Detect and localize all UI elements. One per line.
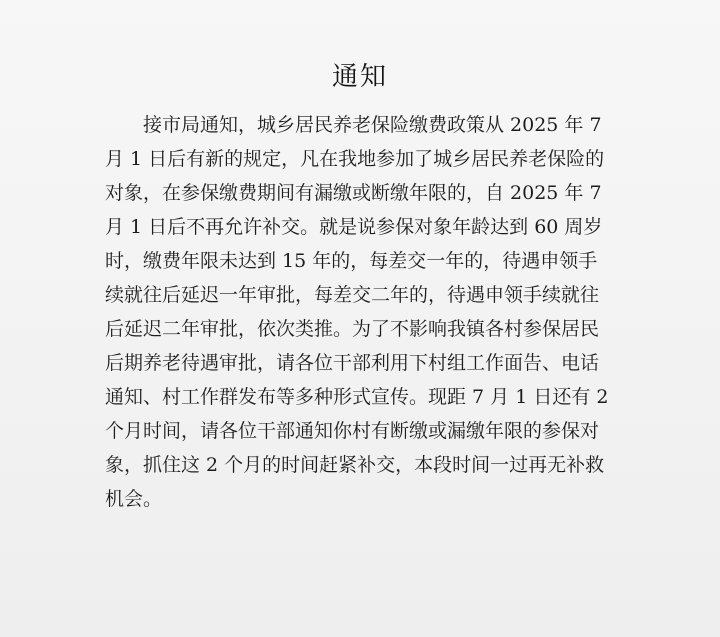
notice-line: 月 1 日后不再允许补交。就是说参保对象年龄达到 60 周岁 (105, 216, 603, 238)
notice-line: 对象，在参保缴费期间有漏缴或断缴年限的，自 2025 年 7 (105, 182, 602, 204)
notice-line: 接市局通知，城乡居民养老保险缴费政策从 2025 年 7 (143, 114, 602, 136)
notice-line: 月 1 日后有新的规定，凡在我地参加了城乡居民养老保险的 (105, 148, 605, 170)
notice-line: 续就往后延迟一年审批，每差交二年的，待遇申领手续就往 (105, 284, 600, 306)
notice-line: 个月时间，请各位干部通知你村有断缴或漏缴年限的参保对 (105, 420, 600, 442)
notice-body (105, 108, 625, 516)
notice-line: 通知、村工作群发布等多种形式宣传。现距 7 月 1 日还有 2 (105, 386, 609, 408)
notice-title: 通知 (331, 62, 388, 92)
notice-line: 机会。 (105, 488, 163, 510)
notice-line: 后期养老待遇审批，请各位干部利用下村组工作面告、电话 (105, 352, 600, 374)
notice-line: 时，缴费年限未达到 15 年的，每差交一年的，待遇申领手 (105, 250, 598, 272)
notice-line: 象，抓住这 2 个月的时间赶紧补交，本段时间一过再无补救 (105, 454, 605, 476)
notice-line: 后延迟二年审批，依次类推。为了不影响我镇各村参保居民 (105, 318, 600, 340)
